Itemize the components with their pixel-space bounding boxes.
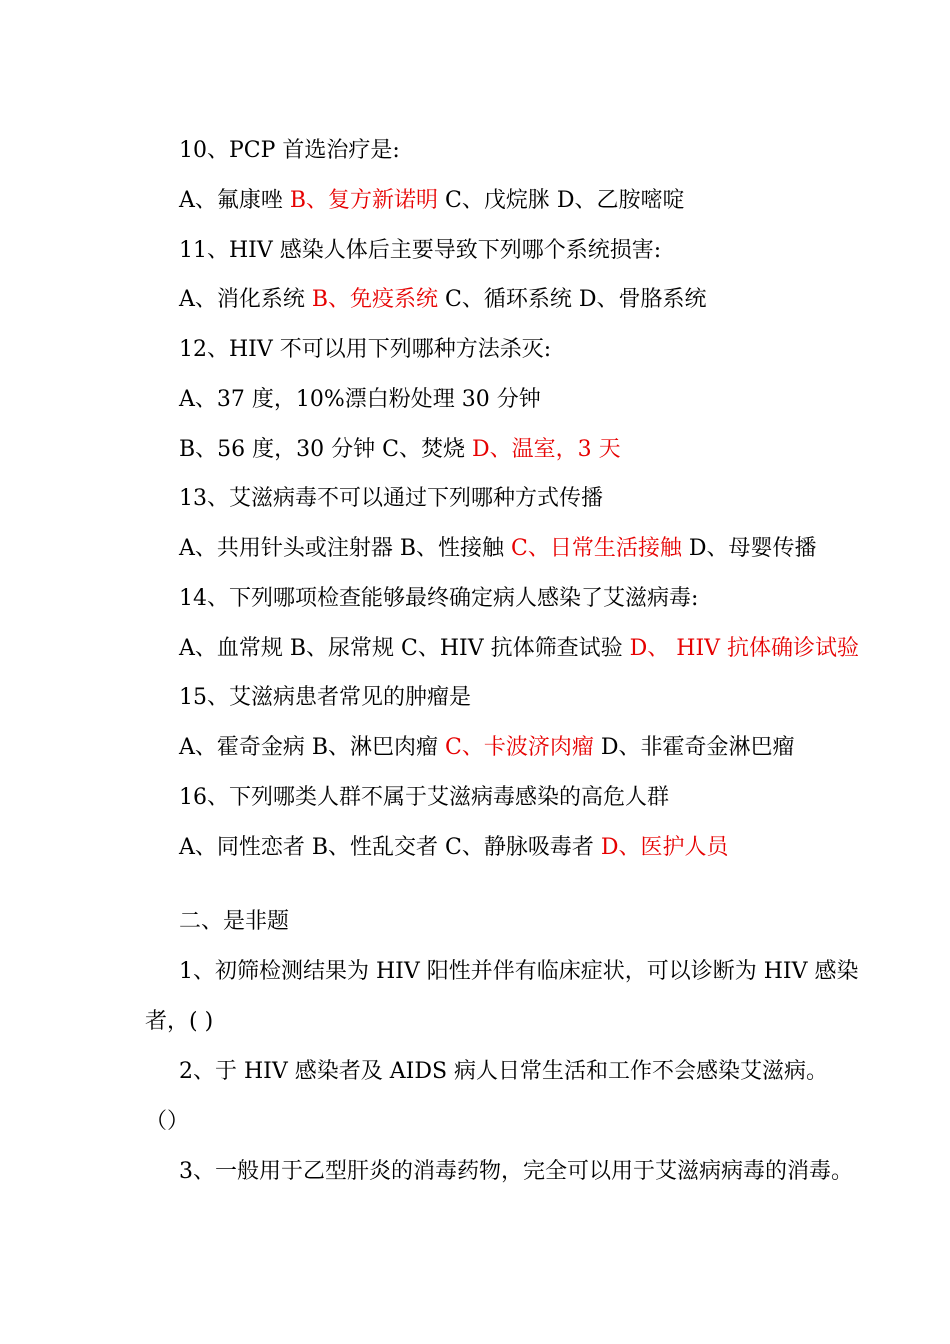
option-text: A、共用针头或注射器 B、性接触 bbox=[179, 536, 512, 561]
option-text: A、血常规 B、尿常规 C、HIV 抗体筛查试验 bbox=[179, 636, 630, 661]
option-text: D、母婴传播 bbox=[681, 536, 817, 561]
option-text: A、37 度，10%漂白粉处理 30 分钟 bbox=[179, 387, 541, 412]
question-12-options-b bbox=[179, 435, 621, 465]
option-text: B、56 度，30 分钟 C、焚烧 bbox=[179, 437, 472, 462]
true-false-item-2: 2、于 HIV 感染者及 AIDS 病人日常生活和工作不会感染艾滋病。 bbox=[179, 1059, 829, 1084]
question-16-options bbox=[179, 833, 729, 863]
question-11-options bbox=[179, 285, 707, 315]
question-15-options bbox=[179, 733, 795, 763]
true-false-item-2-cont: （） bbox=[145, 1109, 190, 1134]
question-16: 16、下列哪类人群不属于艾滋病毒感染的高危人群 bbox=[179, 785, 669, 810]
question-13: 13、艾滋病毒不可以通过下列哪种方式传播 bbox=[179, 486, 603, 511]
true-false-item-3: 3、一般用于乙型肝炎的消毒药物，完全可以用于艾滋病病毒的消毒。 bbox=[179, 1159, 853, 1184]
question-10-options bbox=[179, 186, 685, 216]
question-12: 12、HIV 不可以用下列哪种方法杀灭: bbox=[179, 337, 552, 362]
question-14-options bbox=[179, 634, 859, 664]
option-text: C、戊烷脒 D、乙胺嘧啶 bbox=[438, 188, 685, 213]
question-12-options-a bbox=[179, 385, 541, 415]
true-false-item-1-cont: 者，( ) bbox=[145, 1009, 214, 1034]
option-text: A、同性恋者 B、性乱交者 C、静脉吸毒者 bbox=[179, 835, 601, 860]
answer-text: C、卡波济肉瘤 bbox=[445, 735, 594, 760]
section-heading: 二、是非题 bbox=[179, 909, 290, 934]
answer-text: C、日常生活接触 bbox=[511, 536, 682, 561]
question-15: 15、艾滋病患者常见的肿瘤是 bbox=[179, 685, 471, 710]
answer-text: D、 HIV 抗体确诊试验 bbox=[629, 636, 860, 661]
option-text: A、霍奇金病 B、淋巴肉瘤 bbox=[179, 735, 446, 760]
question-11: 11、HIV 感染人体后主要导致下列哪个系统损害: bbox=[179, 238, 662, 263]
answer-text: B、复方新诺明 bbox=[289, 188, 439, 213]
answer-text: B、免疫系统 bbox=[311, 287, 439, 312]
option-text: D、非霍奇金淋巴瘤 bbox=[593, 735, 795, 760]
question-10: 10、PCP 首选治疗是: bbox=[179, 138, 400, 163]
option-text: A、消化系统 bbox=[179, 287, 312, 312]
true-false-item-1: 1、初筛检测结果为 HIV 阳性并伴有临床症状，可以诊断为 HIV 感染 bbox=[179, 959, 859, 984]
option-text: C、循环系统 D、骨胳系统 bbox=[438, 287, 707, 312]
question-13-options bbox=[179, 534, 817, 564]
option-text: A、氟康唑 bbox=[179, 188, 290, 213]
answer-text: D、医护人员 bbox=[600, 835, 729, 860]
answer-text: D、温室，3 天 bbox=[471, 437, 621, 462]
question-14: 14、下列哪项检查能够最终确定病人感染了艾滋病毒: bbox=[179, 586, 699, 611]
